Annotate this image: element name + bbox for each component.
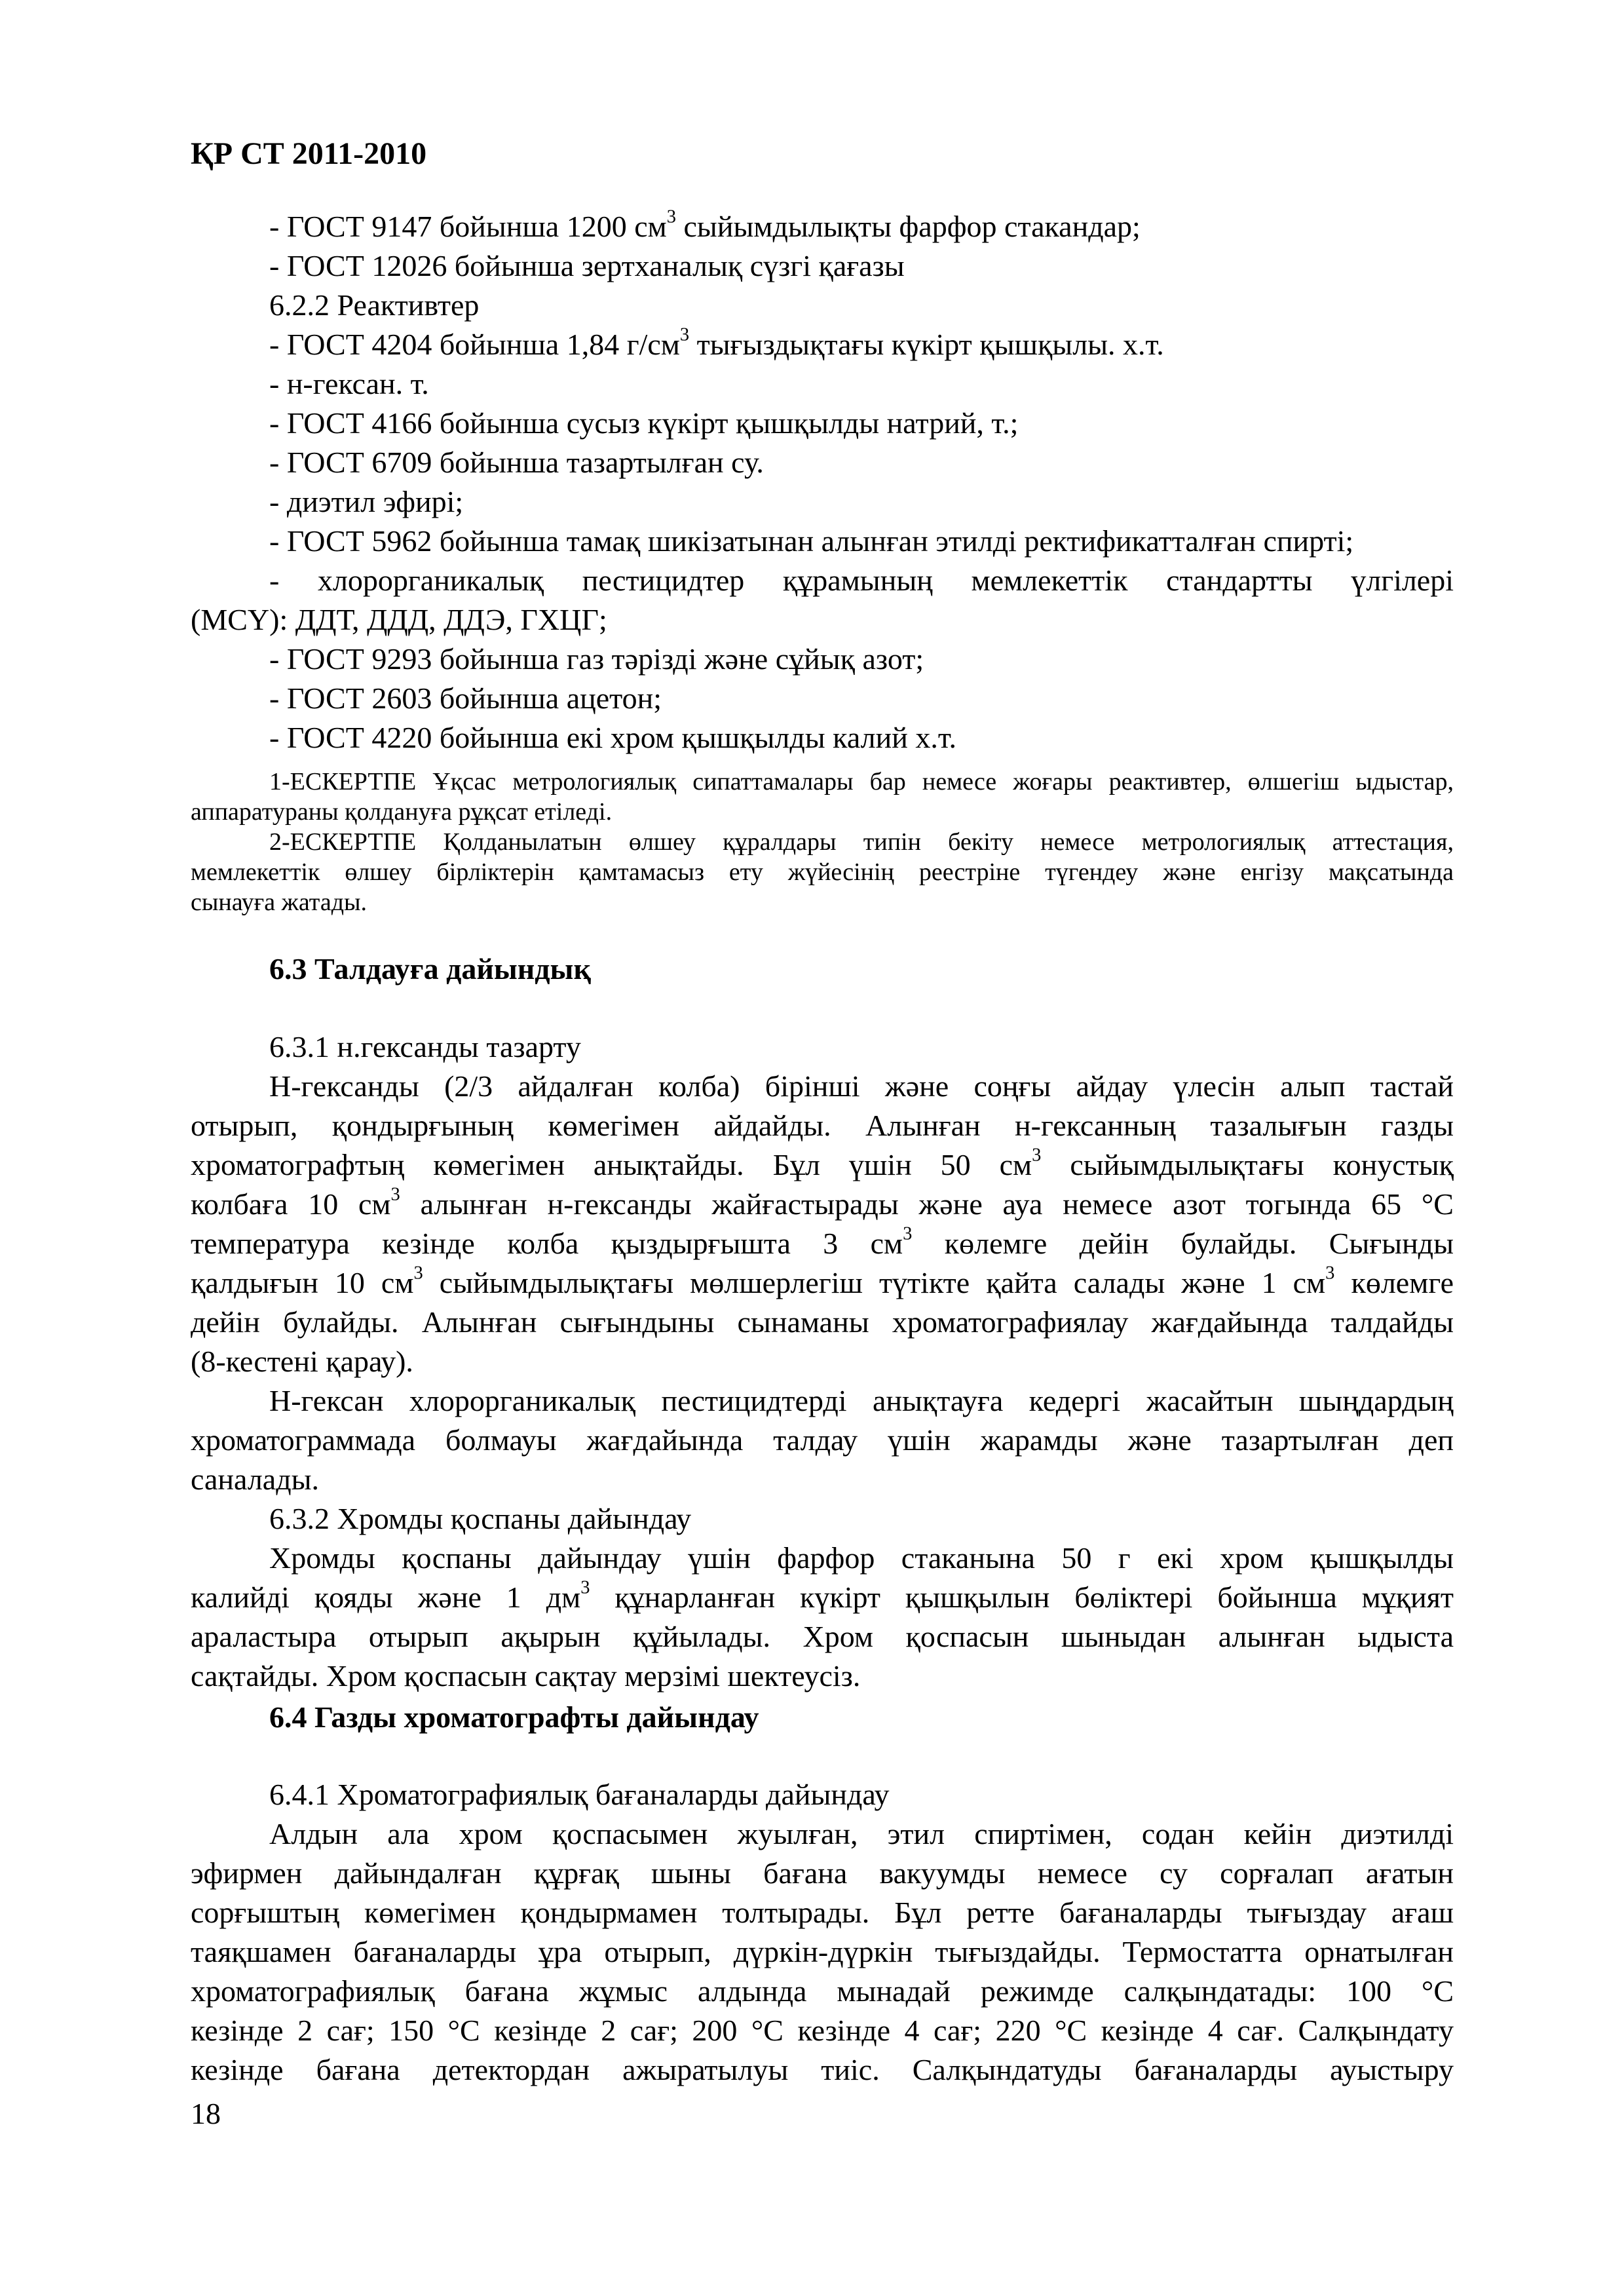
section-heading-6-4: 6.4 Газды хроматографты дайындау [269,1700,759,1734]
paragraph-line: Н-гександы (2/3 айдалған колба) бірінші және соңғы айдау үлесін алып тастай [269,1069,1454,1103]
list-item: - ГОСТ 4204 бойынша 1,84 $г/см^3$ тығыздықтағы күкірт қышқылы. х.т. [269,324,1164,361]
subsection-title: 6.4.1 Хроматографиялық бағаналарды дайындау [269,1778,890,1811]
paragraph-line: Н-гексан хлорорганикалық пестицидтерді анықтауға кедергі жасайтын шыңдардың [269,1384,1454,1417]
note-1-line1: 1-ЕСКЕРТПЕ Ұқсас метрологиялық сипаттамалары бар немесе жоғары реактивтер, өлшегіш ыдыстар, [269,768,1454,795]
list-item: - ГОСТ 9147 бойынша 1200 $см^3$ сыйымдылықты фарфор стакандар; [269,206,1141,243]
subsection-title: 6.3.2 Хромды қоспаны дайындау [269,1502,692,1535]
paragraph-line: сорғыштың көмегімен қондырмамен толтырады. Бұл ретте бағаналарды тығыздау ағаш [191,1896,1454,1929]
paragraph-line: кезінде бағана детектордан ажыратылуы тиіс. Салқындатуды бағаналарды ауыстыру [191,2053,1454,2086]
paragraph-line: хроматографтың көмегімен анықтайды. Бұл үшін 50 $см^3$ сыйымдылықтағы конустық [191,1145,1454,1181]
list-item: - ГОСТ 5962 бойынша тамақ шикізатынан алынған этилді ректификатталған спирті; [269,524,1354,558]
paragraph-line: хроматографиялық бағана жұмыс алдында мынадай режимде салқындатады: 100 °С [191,1974,1454,2008]
subsection-title: 6.3.1 н.гександы тазарту [269,1030,581,1063]
list-item: - диэтил эфирі; [269,485,464,518]
paragraph-line: Хромды қоспаны дайындау үшін фарфор стаканына 50 г екі хром қышқылды [269,1541,1454,1575]
note-1-line2: аппаратураны қолдануға рұқсат етіледі. [191,798,613,826]
paragraph-line: температура кезінде колба қыздырғышта 3 $см^3$ көлемге дейін булайды. Сығынды [191,1223,1454,1260]
subsection-title: 6.2.2 Реактивтер [269,288,480,322]
paragraph-line: кезінде 2 сағ; 150 °С кезінде 2 сағ; 200 °С кезінде 4 сағ; 220 °С кезінде 4 сағ. Салқындату [191,2014,1454,2047]
paragraph-line: эфирмен дайындалған құрғақ шыны бағана вакуумды немесе су сорғалап ағатын [191,1856,1454,1890]
page-number: 18 [191,2097,221,2130]
note-2-line1: 2-ЕСКЕРТПЕ Қолданылатын өлшеу құралдары типін бекіту немесе метрологиялық аттестация, [269,828,1454,856]
document-header: ҚР СТ 2011-2010 [191,136,427,171]
list-item: - ГОСТ 4220 бойынша екі хром қышқылды калий х.т. [269,721,956,754]
list-item-msu-line1: - хлорорганикалық пестицидтер құрамының мемлекеттік стандартты үлгілері [269,564,1454,597]
paragraph-line: саналады. [191,1463,320,1496]
list-item: - ГОСТ 9293 бойынша газ тәрізді және сұйық азот; [269,642,924,676]
list-item: - ГОСТ 4166 бойынша сусыз күкірт қышқылды натрий, т.; [269,406,1019,440]
paragraph-line: колбаға 10 $см^3$ алынған н-гександы жайғастырады және ауа немесе азот тогында 65 °С [191,1184,1454,1221]
reagents-block [191,207,1454,757]
section-6-3-body [191,1027,1454,1696]
list-item: - н-гексан. т. [269,367,429,400]
paragraph-line: араластыра отырып ақырын құйылады. Хром қоспасын шыныдан алынған ыдыста [191,1620,1454,1653]
paragraph-line: қалдығын 10 $см^3$ сыйымдылықтағы мөлшерлегіш түтікте қайта салады және 1 $см^3$ көлемге [191,1263,1454,1299]
list-item: - ГОСТ 12026 бойынша зертханалық сүзгі қағазы [269,249,905,282]
paragraph-line: хроматограммада болмауы жағдайында талдау үшін жарамды және тазартылған деп [191,1423,1454,1457]
section-heading-6-3: 6.3 Талдауға дайындық [269,952,591,985]
paragraph-line: Алдын ала хром қоспасымен жуылған, этил спиртімен, содан кейін диэтилді [269,1817,1454,1850]
list-item: - ГОСТ 6709 бойынша тазартылған су. [269,446,764,479]
section-6-4-body [191,1775,1454,2090]
list-item-msu-line2: (МСҮ): ДДТ, ДДД, ДДЭ, ГХЦГ; [191,603,607,636]
list-item: - ГОСТ 2603 бойынша ацетон; [269,681,662,715]
paragraph-line: (8-кестені қарау). [191,1345,413,1378]
paragraph-line: дейін булайды. Алынған сығындыны сынаманы хроматографиялау жағдайында талдайды [191,1305,1454,1339]
paragraph-line: таяқшамен бағаналарды ұра отырып, дүркін-дүркін тығыздайды. Термостатта орнатылған [191,1935,1454,1968]
note-2-line2: мемлекеттік өлшеу бірліктерін қамтамасыз ету жүйесінің реестріне түгендеу және енгізу мақсатында [191,858,1454,886]
paragraph-line: отырып, қондырғының көмегімен айдайды. Алынған н-гексанның тазалығын газды [191,1109,1454,1142]
paragraph-line: калийді қояды және 1 $дм^3$ құнарланған күкірт қышқылын бөліктері бойынша мұқият [191,1577,1454,1614]
paragraph-line: сақтайды. Хром қоспасын сақтау мерзімі шектеусіз. [191,1659,861,1693]
notes-block [191,767,1454,917]
note-2-line3: сынауға жатады. [191,889,368,916]
